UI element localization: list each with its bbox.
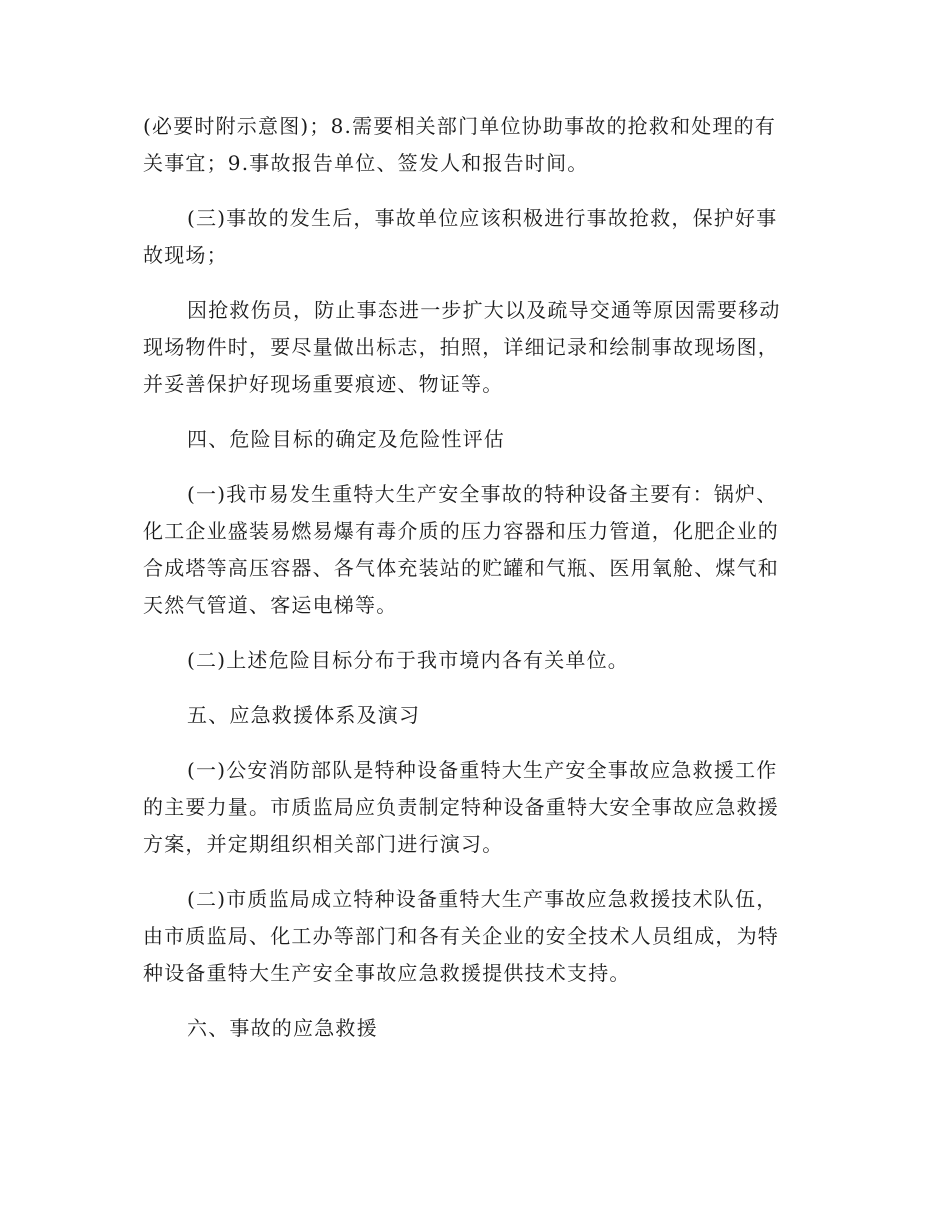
text-line: 方案，并定期组织相关部门进行演习。 — [143, 832, 504, 856]
paragraph-hazard-targets — [143, 476, 793, 624]
text-line: 由市质监局、化工办等部门和各有关企业的安全技术人员组成，为特 — [143, 924, 779, 948]
text-line: 关事宜；9.事故报告单位、签发人和报告时间。 — [143, 151, 589, 175]
text-line: 并妥善保护好现场重要痕迹、物证等。 — [143, 372, 504, 396]
text-line: 的主要力量。市质监局应负责制定特种设备重特大安全事故应急救援 — [143, 795, 779, 819]
text-line: 六、事故的应急救援 — [187, 1016, 378, 1040]
paragraph-item-three — [143, 200, 793, 274]
text-line: (一)我市易发生重特大生产安全事故的特种设备主要有：锅炉、 — [187, 482, 778, 506]
paragraph-scene-protection — [143, 292, 793, 403]
paragraph-fire-brigade — [143, 752, 793, 863]
text-line: (必要时附示意图)；8.需要相关部门单位协助事故的抢救和处理的有 — [143, 114, 777, 138]
text-line: 现场物件时，要尽量做出标志，拍照，详细记录和绘制事故现场图， — [143, 335, 779, 359]
text-line: 合成塔等高压容器、各气体充装站的贮罐和气瓶、医用氧舱、煤气和 — [143, 556, 779, 580]
text-line: 天然气管道、客运电梯等。 — [143, 593, 398, 617]
text-line: (二)市质监局成立特种设备重特大生产事故应急救援技术队伍， — [187, 887, 778, 911]
paragraph-continuation — [143, 108, 793, 182]
section-heading-four — [143, 421, 793, 458]
text-line: 四、危险目标的确定及危险性评估 — [187, 427, 505, 451]
section-heading-six — [143, 1010, 793, 1047]
text-line: (一)公安消防部队是特种设备重特大生产安全事故应急救援工作 — [187, 758, 778, 782]
text-line: 五、应急救援体系及演习 — [187, 703, 421, 727]
text-line: 因抢救伤员，防止事态进一步扩大以及疏导交通等原因需要移动 — [187, 298, 781, 322]
text-line: 故现场； — [143, 243, 228, 267]
text-line: 种设备重特大生产安全事故应急救援提供技术支持。 — [143, 961, 631, 985]
paragraph-technical-team — [143, 881, 793, 992]
text-line: 化工企业盛装易燃易爆有毒介质的压力容器和压力管道，化肥企业的 — [143, 519, 779, 543]
text-line: (二)上述危险目标分布于我市境内各有关单位。 — [187, 648, 630, 672]
section-heading-five — [143, 697, 793, 734]
document-page — [143, 108, 793, 1065]
text-line: (三)事故的发生后，事故单位应该积极进行事故抢救，保护好事 — [187, 206, 778, 230]
paragraph-hazard-distribution — [143, 642, 793, 679]
